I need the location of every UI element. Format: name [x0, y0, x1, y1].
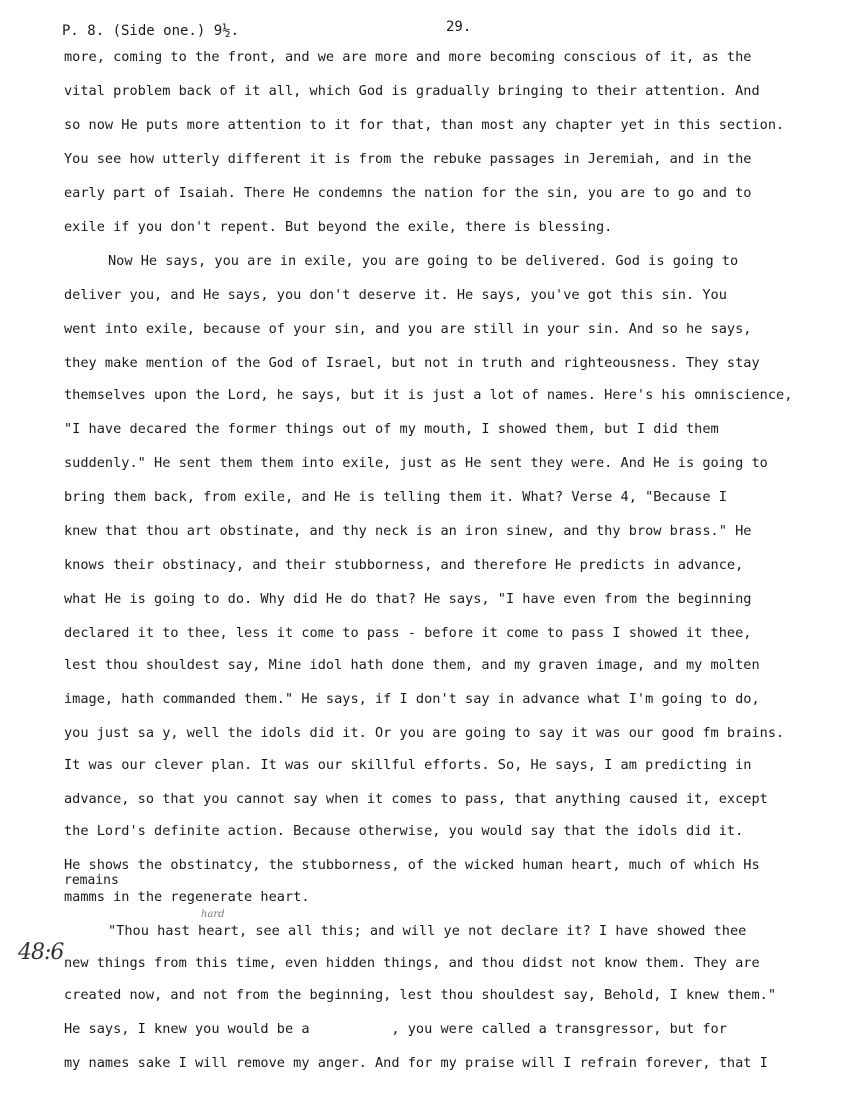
body-line: vital problem back of it all, which God is gradually bringing to their attention. And: [64, 83, 760, 99]
body-line: remains: [64, 873, 119, 888]
body-line: lest thou shouldest say, Mine idol hath done them, and my graven image, and my molten: [64, 657, 760, 673]
body-line: what He is going to do. Why did He do that? He says, "I have even from the beginning: [64, 591, 752, 607]
body-line: It was our clever plan. It was our skillful efforts. So, He says, I am predicting in: [64, 757, 752, 773]
body-line: "I have decared the former things out of my mouth, I showed them, but I did them: [64, 421, 719, 437]
body-line: mamms in the regenerate heart.: [64, 889, 310, 905]
body-line: Now He says, you are in exile, you are going to be delivered. God is going to: [108, 253, 739, 269]
page-number: 29.: [446, 19, 472, 35]
margin-note: 48:6: [18, 940, 64, 965]
body-line: went into exile, because of your sin, and you are still in your sin. And so he says,: [64, 321, 752, 337]
body-line: new things from this time, even hidden things, and thou didst not know them. They are: [64, 955, 760, 971]
body-line: early part of Isaiah. There He condemns the nation for the sin, you are to go and to: [64, 185, 752, 201]
body-line: deliver you, and He says, you don't deserve it. He says, you've got this sin. You: [64, 287, 727, 303]
body-line: my names sake I will remove my anger. And for my praise will I refrain forever, that I: [64, 1055, 768, 1071]
header-left: P. 8. (Side one.) 9½.: [62, 23, 240, 39]
body-line: He shows the obstinatcy, the stubborness, of the wicked human heart, much of which Hs: [64, 857, 760, 873]
body-line: "Thou hast heart, see all this; and will ye not declare it? I have showed thee: [108, 923, 747, 939]
body-line: themselves upon the Lord, he says, but it is just a lot of names. Here's his omniscience,: [64, 387, 793, 403]
body-line: bring them back, from exile, and He is telling them it. What? Verse 4, "Because I: [64, 489, 727, 505]
body-line: suddenly." He sent them them into exile, just as He sent they were. And He is going to: [64, 455, 768, 471]
body-line: knew that thou art obstinate, and thy neck is an iron sinew, and thy brow brass." He: [64, 523, 752, 539]
body-line: exile if you don't repent. But beyond the exile, there is blessing.: [64, 219, 613, 235]
body-line: You see how utterly different it is from the rebuke passages in Jeremiah, and in the: [64, 151, 752, 167]
body-line: knows their obstinacy, and their stubborness, and therefore He predicts in advance,: [64, 557, 744, 573]
body-line: created now, and not from the beginning, lest thou shouldest say, Behold, I knew them.": [64, 987, 777, 1003]
body-line: you just sa y, well the idols did it. Or you are going to say it was our good fm brains.: [64, 725, 785, 741]
body-line: they make mention of the God of Israel, but not in truth and righteousness. They stay: [64, 355, 760, 371]
body-line: more, coming to the front, and we are more and more becoming conscious of it, as the: [64, 49, 752, 65]
body-line: so now He puts more attention to it for that, than most any chapter yet in this section.: [64, 117, 785, 133]
body-line: declared it to thee, less it come to pass - before it come to pass I showed it thee,: [64, 625, 752, 641]
body-line: advance, so that you cannot say when it comes to pass, that anything caused it, except: [64, 791, 768, 807]
body-line: He says, I knew you would be a , you were called a transgressor, but for: [64, 1021, 727, 1037]
interlinear-note: hard: [201, 909, 225, 920]
body-line: image, hath commanded them." He says, if I don't say in advance what I'm going to do,: [64, 691, 760, 707]
body-line: the Lord's definite action. Because otherwise, you would say that the idols did it.: [64, 823, 744, 839]
